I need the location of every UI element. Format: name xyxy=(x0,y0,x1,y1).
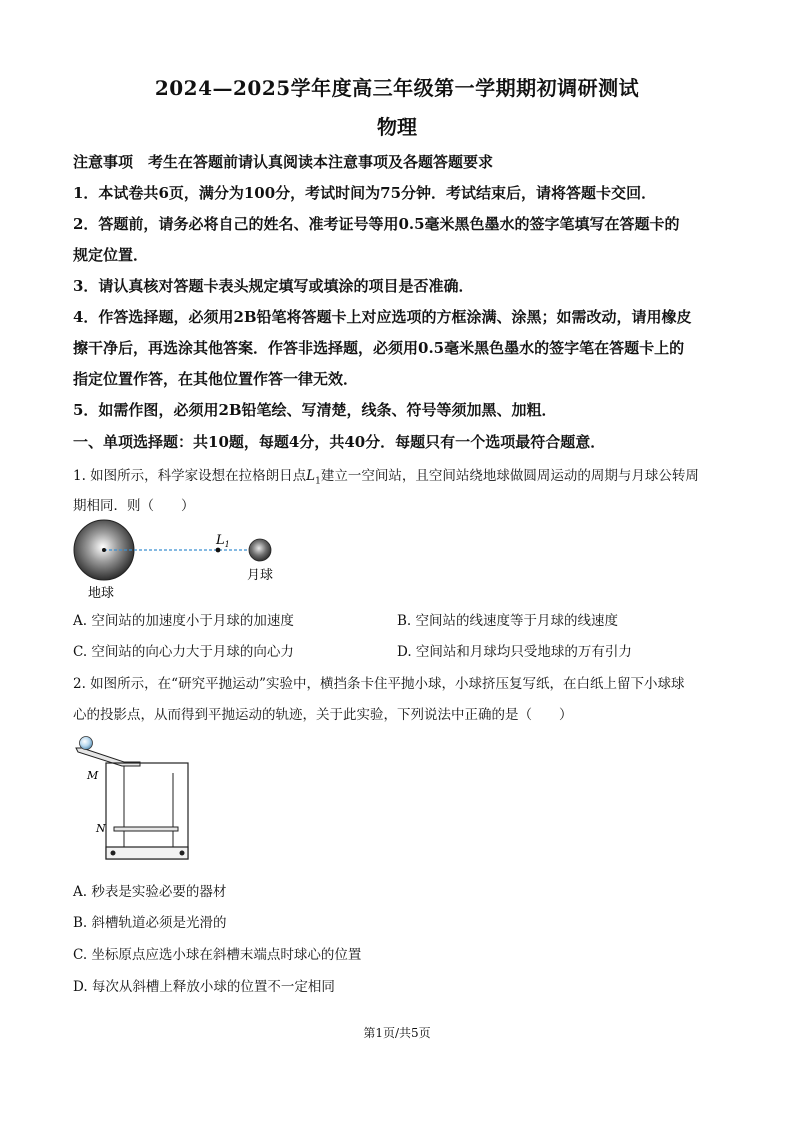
question-2-stem-line-1: 2. 如图所示，在“研究平抛运动”实验中，横挡条卡住平抛小球，小球挤压复写纸，在白纸上留下小球球 xyxy=(73,676,685,692)
notice-item-3: 3．请认真核对答题卡表头规定填写或填涂的项目是否准确． xyxy=(73,277,474,295)
label-n: N xyxy=(96,822,106,835)
label-m: M xyxy=(87,769,99,782)
question-1-stem-line-2: 期相同．则（ ） xyxy=(73,498,195,514)
q2-option-b[interactable]: B. 斜槽轨道必须是光滑的 xyxy=(73,915,227,931)
q1-stem-post: 建立一空间站，且空间站绕地球做圆周运动的周期与月球公转周 xyxy=(320,468,699,484)
base-screw-right xyxy=(180,851,185,856)
notice-item-2-line-1: 2．答题前，请务必将自己的姓名、准考证号等用0.5毫米黑色墨水的签字笔填写在答题卡的 xyxy=(73,215,680,233)
moon-sphere xyxy=(249,539,271,561)
section-heading: 一、单项选择题：共10题，每题4分，共40分．每题只有一个选项最符合题意． xyxy=(73,433,606,451)
notice-item-4-line-1: 4．作答选择题，必须用2B铅笔将答题卡上对应选项的方框涂满、涂黑；如需改动，请用橡皮 xyxy=(73,308,692,326)
notice-item-1: 1．本试卷共6页，满分为100分，考试时间为75分钟．考试结束后，请将答题卡交回． xyxy=(73,184,657,202)
q1-point-label: L xyxy=(306,468,316,484)
q1-option-a[interactable]: A. 空间站的加速度小于月球的加速度 xyxy=(73,613,294,629)
notice-item-4-line-2: 擦干净后，再选涂其他答案．作答非选择题，必须用0.5毫米黑色墨水的签字笔在答题卡上的 xyxy=(73,339,685,357)
apparatus-base xyxy=(106,847,188,859)
earth-moon-diagram xyxy=(70,520,290,610)
l1-point-dot xyxy=(216,548,221,553)
projectile-apparatus-diagram xyxy=(76,735,206,865)
stop-bar xyxy=(114,827,178,831)
question-1-stem-line-1 xyxy=(73,464,699,487)
base-screw-left xyxy=(111,851,116,856)
notice-item-4-line-3: 指定位置作答，在其他位置作答一律无效． xyxy=(73,370,359,388)
moon-label: 月球 xyxy=(247,568,274,583)
q2-option-c[interactable]: C. 坐标原点应选小球在斜槽末端点时球心的位置 xyxy=(73,947,362,963)
question-2-stem-line-2: 心的投影点，从而得到平抛运动的轨迹，关于此实验，下列说法中正确的是（ ） xyxy=(73,707,573,723)
q1-point-subscript: 1 xyxy=(315,476,321,487)
notice-item-5: 5．如需作图，必须用2B铅笔绘、写清楚，线条、符号等须加黑、加粗． xyxy=(73,401,557,419)
earth-center-dot xyxy=(102,548,106,552)
q2-option-d[interactable]: D. 每次从斜槽上释放小球的位置不一定相同 xyxy=(73,979,335,995)
subject-title: 物理 xyxy=(377,115,417,139)
apparatus-frame xyxy=(106,763,188,859)
page-footer: 第1页/共5页 xyxy=(363,1026,431,1040)
ball-icon xyxy=(80,737,93,750)
q1-stem-pre: 1. 如图所示，科学家设想在拉格朗日点 xyxy=(73,468,307,484)
q2-option-a[interactable]: A. 秒表是实验必要的器材 xyxy=(73,884,227,900)
notice-item-2-line-2: 规定位置． xyxy=(73,246,149,264)
q1-option-c[interactable]: C. 空间站的向心力大于月球的向心力 xyxy=(73,644,294,660)
q1-option-d[interactable]: D. 空间站和月球均只受地球的万有引力 xyxy=(397,644,632,660)
notice-heading: 注意事项 考生在答题前请认真阅读本注意事项及各题答题要求 xyxy=(73,153,494,171)
earth-label: 地球 xyxy=(88,586,115,601)
fig-l1-label: $L_1$ xyxy=(216,533,230,549)
q1-option-b[interactable]: B. 空间站的线速度等于月球的线速度 xyxy=(397,613,619,629)
exam-title: 2024—2025学年度高三年级第一学期期初调研测试 xyxy=(154,76,640,100)
